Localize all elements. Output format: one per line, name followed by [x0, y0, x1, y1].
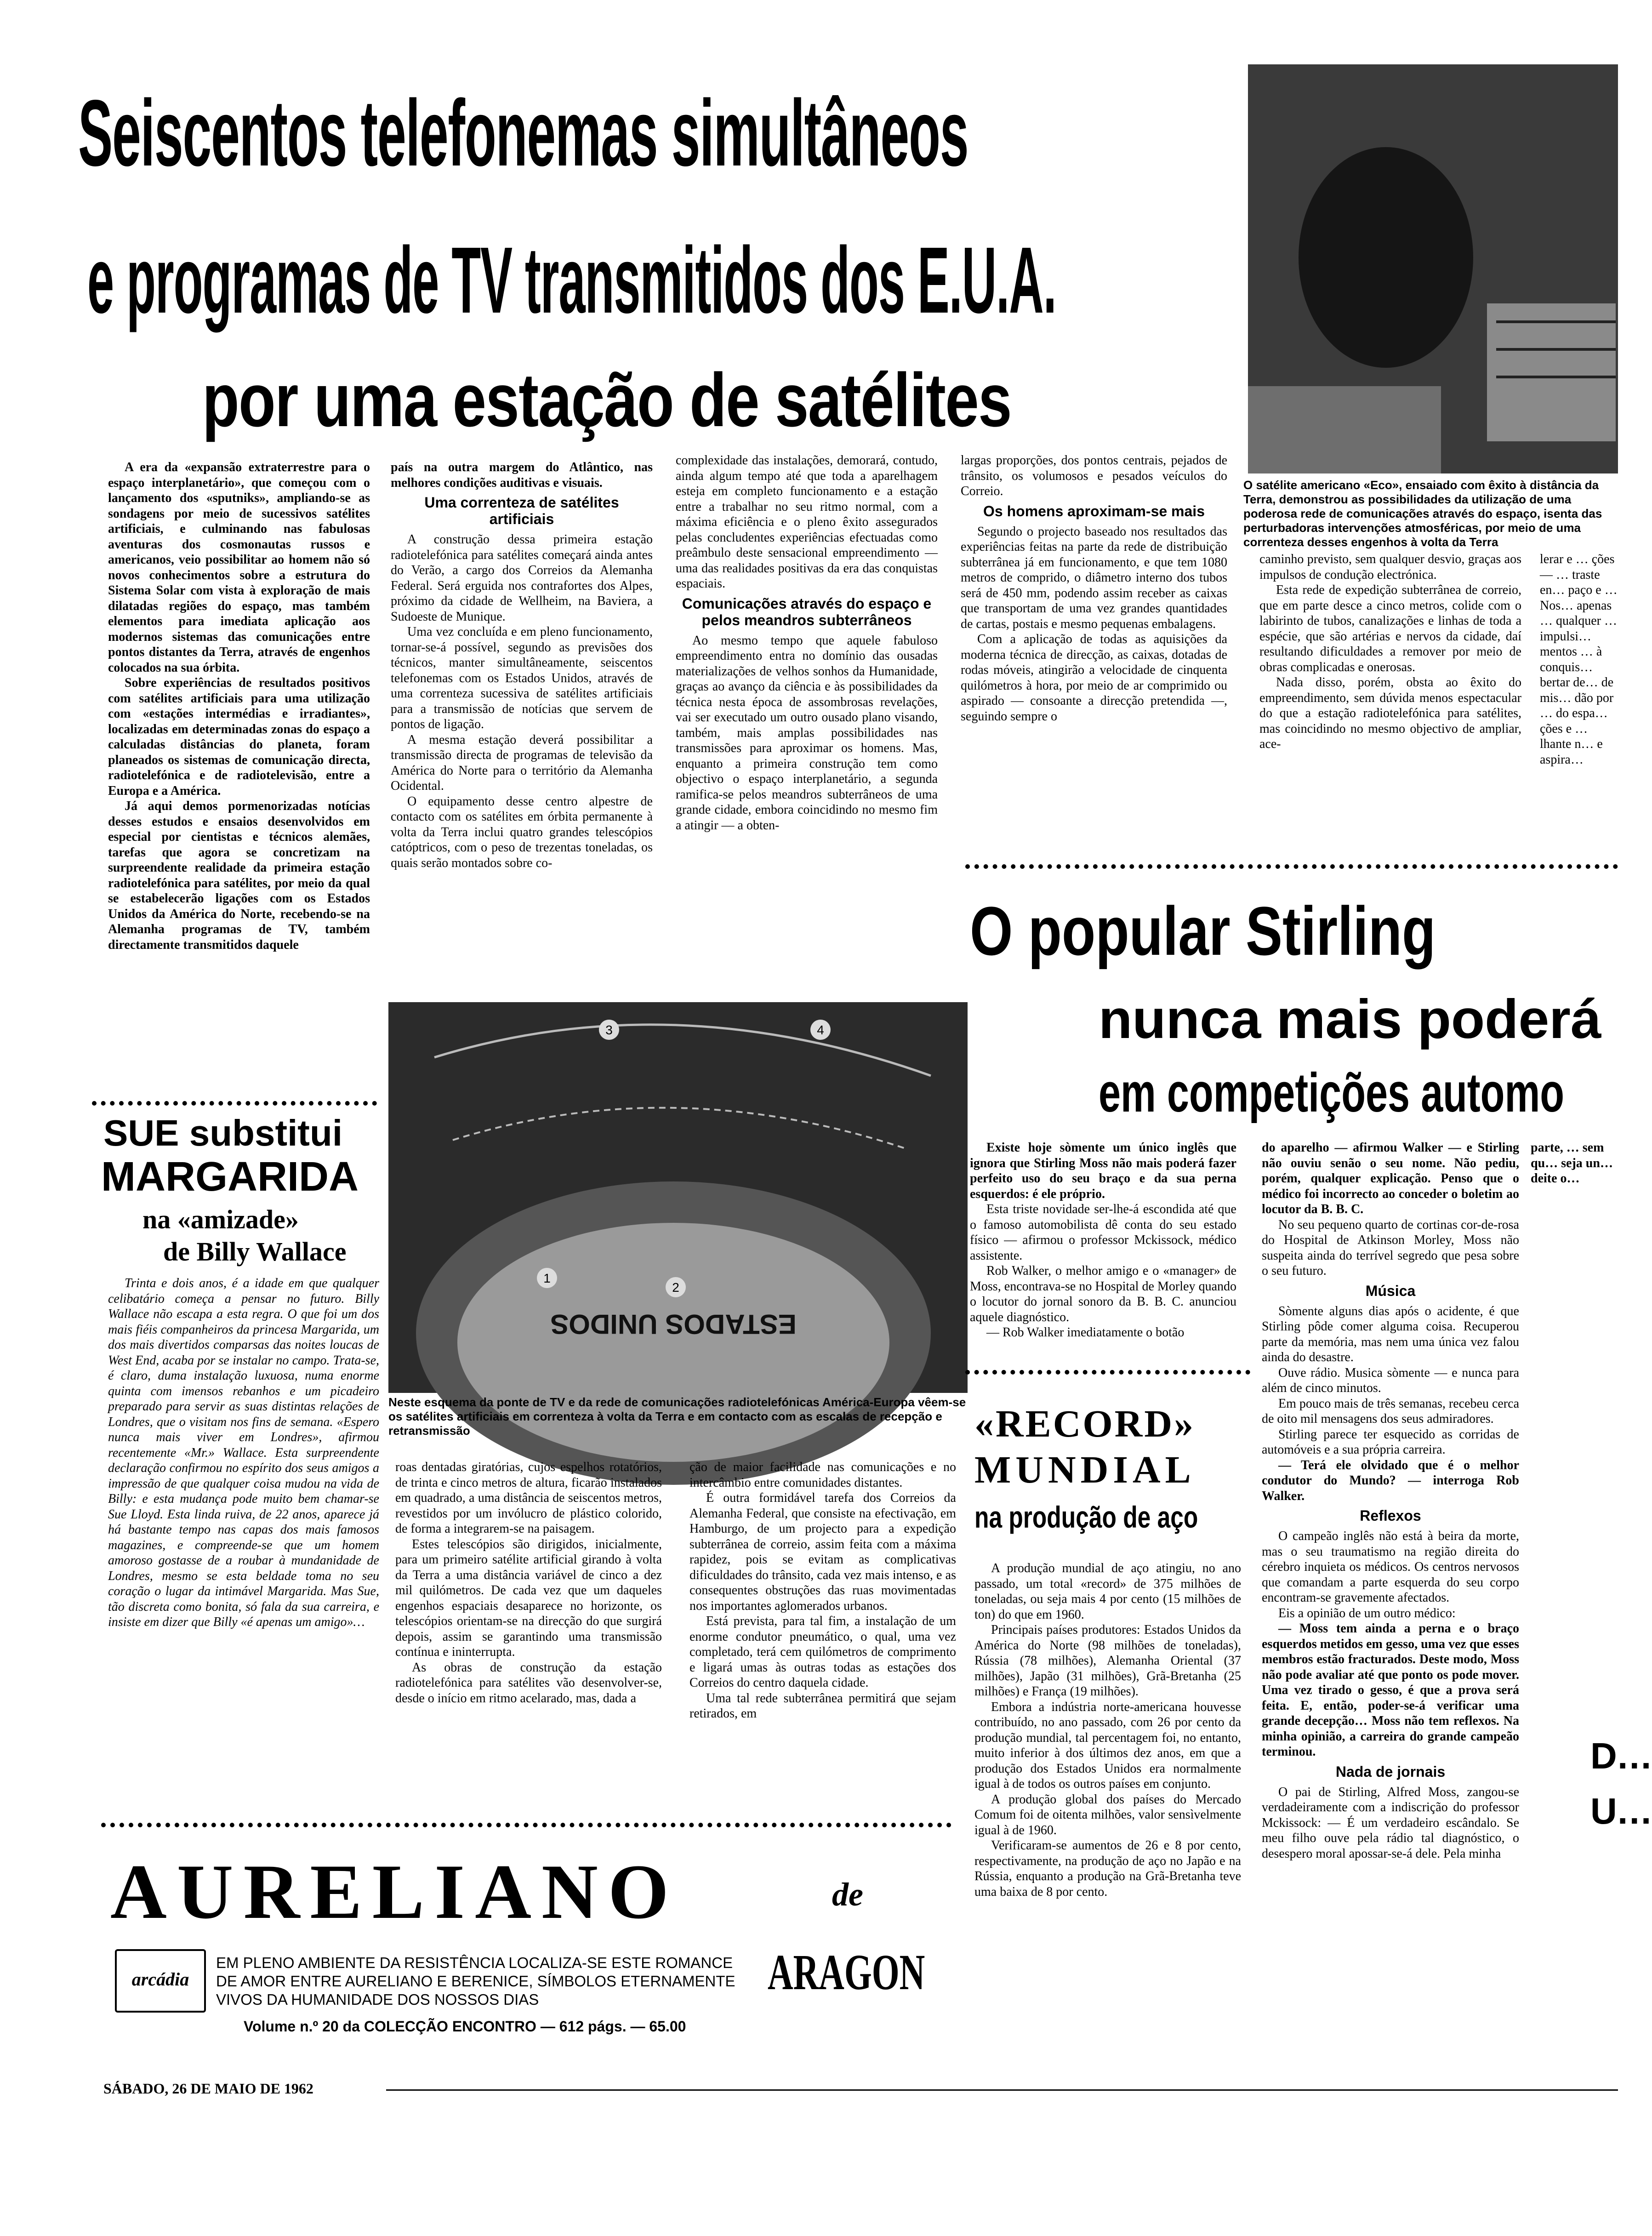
ad-description: EM PLENO AMBIENTE DA RESISTÊNCIA LOCALIZA-SE ESTE ROMANCE DE AMOR ENTRE AURELIANO E BERENICE, SÍMBOLOS ETERNAMENTE VIVOS DA HUMANIDADE DOS NOSSOS DIAS — [216, 1954, 735, 2008]
headline-line-1: Seiscentos telefonemas simultâneos — [78, 80, 968, 186]
stirling-headline-1: O popular Stirling — [970, 892, 1436, 970]
subheading: Os homens aproximam-se mais — [983, 502, 1205, 519]
paragraph: Já aqui demos pormenorizadas notícias desses estudos e ensaios desenvolvidos em especial por cientistas e técnicos alemães, tarefas que agora se concretizam na surpreendente realidade da primeira estação radiotelefónica para satélites, por meio da qual se estabelecerão ligações com os Estados Unidos da América do Norte, recebendo-se na Alemanha programas de TV, também directamente transmitidos daquele — [108, 799, 370, 952]
paragraph: A produção mundial de aço atingiu, no ano passado, um total «record» de 375 milhões de toneladas, ou seja mais 4 por cento (15 milhões de ton) do que em 1960. — [974, 1561, 1241, 1622]
record-body — [974, 1561, 1241, 2053]
paragraph: Embora a indústria norte-americana houvesse contribuído, no ano passado, com 26 por cento da produção mundial, tal percentagem foi, no entanto, muito inferior à dos últimos dez anos, em que a produção dos Estados Unidos era normalmente igual à de todos os outros países em conjunto. — [974, 1700, 1241, 1791]
stirling-col-3-fragment: parte, … sem qu… seja un… deite o… — [1531, 1141, 1613, 1186]
article-satellite-col-low-3 — [689, 1460, 956, 1809]
dotted-separator — [92, 1101, 377, 1106]
sue-body — [108, 1276, 379, 1804]
ad-aureliano — [106, 1843, 947, 2059]
ad-de: de — [832, 1876, 863, 1913]
paragraph: Eis a opinião de um outro médico: — [1278, 1606, 1456, 1620]
diagram-map-text: ESTADOS UNIDOS — [550, 1309, 797, 1340]
article-satellite-col-1 — [108, 460, 370, 1085]
footer-date: SÁBADO, 26 DE MAIO DE 1962 — [103, 2080, 313, 2097]
photo-echo-satellite — [1248, 64, 1618, 473]
stirling-headline-3: em competições automo — [1099, 1062, 1565, 1124]
paragraph: ção de maior facilidade nas comunicações e no intercâmbio entre comunidades distantes. — [689, 1460, 956, 1490]
arcadia-logo-text: arcádia — [131, 1969, 189, 1990]
paragraph: As obras de construção da estação radiotelefónica para satélites vão desenvolver-se, desde o início em ritmo acelarado, mas, dada a — [395, 1660, 662, 1706]
far-right-fragment: D… U… — [1590, 1735, 1652, 1831]
paragraph: Esta rede de expedição subterrânea de correio, que em parte desce a cinco metros, colide com o labirinto de tubos, canalizações e linhas de toda a espécie, que são artérias e nervos da cidade, daí resultando dificuldades a remover por meio de obras complicadas e onerosas. — [1259, 583, 1521, 674]
article-satellite-col-6-fragment: lerar e … ções — … traste en… paço e … Nos… apenas … qualquer … impulsi… mentos … à conquis… bertar de… de mis… dão por … do espa… ções e … lhante n… e aspira… — [1540, 552, 1618, 767]
subheading: Uma correnteza de satélites artificiais — [424, 494, 619, 527]
dotted-separator — [101, 1823, 951, 1827]
record-headline-1: «RECORD» — [974, 1403, 1196, 1445]
record-headline-3: na produção de aço — [974, 1500, 1198, 1534]
paragraph: Principais países produtores: Estados Unidos da América do Norte (98 milhões de toneladas), Rússia (78 milhões), Alemanha Oriental (37 milhões), Japão (31 milhões), Grã-Bretanha (25 milhões) e França (19 milhões). — [974, 1623, 1241, 1699]
paragraph: Estes telescópios são dirigidos, inicialmente, para um primeiro satélite artificial girando à volta da Terra a uma distância variável de cinco a dez mil quilómetros. De cada vez que um daqueles engenhos espaciais desaparece no horizonte, os telescópios orientam-se na direcção do que surgirá depois, assim se garantindo uma transmissão contínua e ininterrupta. — [395, 1537, 662, 1659]
paragraph: A produção global dos países do Mercado Comum foi de oitenta milhões, valor sensìvelmente igual à de 1960. — [974, 1792, 1241, 1837]
paragraph: Trinta e dois anos, é a idade em que qualquer celibatário começa a pensar no futuro. Billy Wallace não escapa a esta regra. O que foi um dos mais fiéis companheiros da princesa Margarida, um dos mais divertidos comparsas das noites loucas de West End, acaba por se instalar no campo. Trata-se, é claro, duma instalação luxuosa, numa enorme quinta com imensos rebanhos e um picadeiro preparado para servir as suas distintas relações de Londres, que o visitam nos fins de semana. «Espero nunca mais viver em Londres», afirmou recentemente «Mr.» Wallace. Esta surpreendente declaração confirmou no espírito dos seus amigos a impressão de que qualquer coisa mudou na vida de Billy: e esta mudança pode muito bem chamar-se Sue Lloyd. Esta linda ruiva, de 22 anos, aparece já há bastante tempo nas capas dos mais famosos magazines, e compreende-se que um homem amoroso gostasse de a roubar à mundanidade de Londres, mesmo se esta beldade toma no seu coração o lugar da intimável Margarida. Mas Sue, tão discreta como bonita, só fala da sua carreira, e insiste em dizer que Billy «é apenas um amigo»… — [108, 1276, 379, 1629]
subheading: Comunicações através do espaço e pelos meandros subterrâneos — [682, 595, 932, 628]
paragraph: roas dentadas giratórias, cujos espelhos rotatórios, de trinta e cinco metros de altura, ficarão instalados em quadrado, a uma distância de seiscentos metros, revestidos por um invólucro de plástico colorido, de forma a integrarem-se na paisagem. — [395, 1460, 662, 1536]
dotted-separator — [965, 864, 1618, 869]
ad-aragon: ARAGON — [768, 1944, 925, 2000]
paragraph: largas proporções, dos pontos centrais, pejados de trânsito, os volumosos e pesados veículos do Correio. — [961, 453, 1227, 498]
paragraph: complexidade das instalações, demorará, contudo, ainda algum tempo até que toda a aparelhagem esteja em completo funcionamento e a estação entre a trabalhar no seu ritmo normal, com a máxima eficiência e o pleno êxito assegurados pelas concludentes experiências efectuadas como preâmbulo deste sensacional empreendimento — uma das realidades positivas da era das conquistas espaciais. — [676, 453, 938, 591]
ad-logo — [115, 1949, 206, 2013]
diagram-label: 2 — [672, 1280, 679, 1295]
article-satellite-col-low-2 — [395, 1460, 662, 1809]
subheading-jornais: Nada de jornais — [1335, 1763, 1446, 1780]
sue-headline-4: de Billy Wallace — [163, 1237, 347, 1266]
paragraph: do aparelho — afirmou Walker — e Stirling não ouviu senão o seu nome. Não pediu, porém, qualquer explicação. Penso que o médico foi incorrecto ao conceder o boletim ao locutor da B. B. C. — [1262, 1141, 1519, 1216]
stirling-headline-2: nunca mais poderá — [1099, 988, 1601, 1050]
paragraph: — Rob Walker imediatamente o botão — [986, 1325, 1185, 1340]
paragraph: A mesma estação deverá possibilitar a transmissão directa de programas de televisão da América do Norte para o território da Alemanha Ocidental. — [391, 732, 653, 793]
ad-title: AURELIANO — [110, 1848, 679, 1935]
paragraph: Uma vez concluída e em pleno funcionamento, tornar-se-á possível, segundo as previsões dos técnicos, manter simultâneamente, seiscentos telefonemas com os Estados Unidos, através de uma correnteza sucessiva de satélites artificiais para a transmissão de notícias que servem de pontos de ligação. — [391, 625, 653, 731]
paragraph: A construção dessa primeira estação radiotelefónica para satélites começará ainda antes do Verão, a cargo dos Correios da Alemanha Federal. Será erguida nos contrafortes dos Alpes, próximo da cidade de Wellheim, na Baviera, a Sudoeste de Munique. — [391, 532, 653, 624]
photo-tv-bridge-diagram — [388, 1002, 968, 1393]
paragraph: Em pouco mais de três semanas, recebeu cerca de oito mil mensagens dos seus admiradores. — [1262, 1396, 1519, 1426]
paragraph: — Terá ele olvidado que é o melhor condutor do Mundo? — interroga Rob Walker. — [1262, 1458, 1519, 1503]
paragraph: Ao mesmo tempo que aquele fabuloso empreendimento entra no domínio das ousadas materializações de velhos sonhos da Humanidade, graças ao avanço da ciência e às possibilidades da técnica nesta época de assombrosas revelações, vai ser executado um outro ousado plano visando, também, mais amplas possibilidades nas transmissões para aproximar os homens. Mas, enquanto a primeira construção tem como objectivo o espaço interplanetário, a segunda ramifica-se pelos meandros subterrâneos de uma grande cidade, embora coincidindo no mesmo fim a atingir — a obten- — [676, 633, 938, 833]
paragraph: No seu pequeno quarto de cortinas cor-de-rosa do Hospital de Atkinson Morley, Moss não suspeita ainda do terrível segredo que pesa sobre o seu futuro. — [1262, 1217, 1519, 1278]
diagram-label: 1 — [543, 1271, 551, 1285]
paragraph: Com a aplicação de todas as aquisições da moderna técnica de direcção, as caixas, dotadas de rodas móveis, atingirão a velocidade de cinquenta quilómetros à hora, por meio de ar comprimido ou aspirado — consoante a direcção pretendida —, seguindo sempre o — [961, 632, 1227, 724]
paragraph: país na outra margem do Atlântico, nas melhores condições auditivas e visuais. — [391, 460, 653, 490]
photo-echo-caption: O satélite americano «Eco», ensaiado com êxito à distância da Terra, demonstrou as possibilidades da utilização de uma poderosa rede de comunicações através do espaço, isenta das perturbadoras intervenções atmosféricas, por meio de uma correnteza desses engenhos à volta da Terra — [1243, 478, 1602, 549]
diagram-label: 4 — [817, 1023, 824, 1037]
headline-line-2: e programas de TV transmitidos dos E.U.A. — [87, 228, 1056, 333]
paragraph: Segundo o projecto baseado nos resultados das experiências feitas na parte da rede de distribuição subterrânea já em funcionamento, e que tem 1080 metros de comprido, o diâmetro interno dos tubos será de 450 mm, podendo assim receber as caixas que transportam de uma vez grandes quantidades de cartas, postais e mesmo pequenas embalagens. — [961, 524, 1227, 631]
paragraph: caminho previsto, sem qualquer desvio, graças aos impulsos de condução electrónica. — [1259, 552, 1521, 582]
paragraph: O campeão inglês não está à beira da morte, mas o seu traumatismo na região direita do cérebro inquieta os médicos. Os centros nervosos que comandam a parte esquerda do seu corpo encontram-se gravemente afectados. — [1262, 1529, 1519, 1605]
paragraph: Nada disso, porém, obsta ao êxito do empreendimento, sem dúvida menos espectacular do que a estação radiotelefónica para satélites, mas coincidindo no mesmo objectivo de ampliar, ace- — [1259, 675, 1521, 751]
subheading-reflexos: Reflexos — [1360, 1507, 1421, 1524]
sue-headline-1: SUE substitui — [103, 1112, 343, 1153]
paragraph: Sòmente alguns dias após o acidente, é que Stirling pôde comer alguma coisa. Recuperou parte da memória, mas nem uma única vez falou ainda do desastre. — [1262, 1304, 1519, 1364]
echo-satellite-image — [1248, 64, 1618, 473]
paragraph: — Moss tem ainda a perna e o braço esquerdos metidos em gesso, uma vez que esses membros estão fracturados. Deste modo, Moss não pode avaliar até que ponto os pode mover. Uma vez tirado o gesso, é que a prova será feita. E, então, poder-se-á verificar uma grande decepção… Moss não tem reflexos. Na minha opinião, a carreira do grande campeão terminou. — [1262, 1621, 1519, 1759]
sue-headline-3: na «amizade» — [142, 1204, 299, 1234]
paragraph: Esta triste novidade ser-lhe-á escondida até que o famoso automobilista dê conta do seu estado físico — afirmou o professor Mckissock, médico assistente. — [970, 1202, 1236, 1263]
paragraph: Está prevista, para tal fim, a instalação de um enorme condutor pneumático, o qual, uma vez completado, terá cem quilómetros de comprimento e ligará umas às outras todas as estações dos Correios do centro daquela cidade. — [689, 1614, 956, 1690]
dotted-separator — [965, 1370, 1250, 1375]
article-satellite-col-5 — [1259, 552, 1521, 855]
paragraph: É outra formidável tarefa dos Correios da Alemanha Federal, que consiste na efectivação, em Hamburgo, de um projecto para a expedição subterrânea de correio, assim feita com a máxima rapidez, pois se evitam as complicativas dificuldades do trânsito, cada vez mais intenso, e as consequentes obstruções das ruas movimentadas nos importantes aglomerados urbanos. — [689, 1491, 956, 1613]
photo-diagram-caption: Neste esquema da ponte de TV e da rede de comunicações radiotelefónicas América-Europa vêem-se os satélites artificiais em correnteza à volta da Terra e em contacto com as escalas de recepção e retransmissão — [388, 1395, 966, 1437]
footer-rule — [386, 2089, 1618, 2091]
diagram-label: 3 — [605, 1023, 613, 1037]
paragraph: O equipamento desse centro alpestre de contacto com os satélites em órbita permanente à volta da Terra inclui quatro grandes telescópios catóptricos, com o peso de trezentas toneladas, os quais serão montados sobre co- — [391, 794, 653, 870]
headline-line-3: por uma estação de satélites — [202, 358, 1011, 442]
paragraph: Ouve rádio. Musica sòmente — e nunca para além de cinco minutos. — [1262, 1365, 1519, 1395]
ad-volume: Volume n.º 20 da COLECÇÃO ENCONTRO — 612 págs. — 65.00 — [244, 2018, 686, 2035]
tv-bridge-diagram-image — [388, 1002, 968, 1393]
paragraph: A era da «expansão extraterrestre para o espaço interplanetário», que começou com o lançamento dos «sputniks», ampliando-se as sondagens por meio de sucessivos satélites artificiais, e culminando nas fabulosas aventuras dos cosmonautas russos e americanos, veio possibilitar ao homem não só novos conhecimentos sobre a estrutura do Sistema Solar com vista à exploração de mais dilatadas regiões do espaço, mas também elementos para imediata aplicação aos modernos sistemas das comunicações entre pontos distantes da Terra, através de engenhos colocados na sua órbita. — [108, 460, 370, 675]
paragraph: Existe hoje sòmente um único inglês que ignora que Stirling Moss não mais poderá fazer perfeito uso do seu braço e da sua perna esquerdos: é ele próprio. — [970, 1141, 1236, 1201]
paragraph: Rob Walker, o melhor amigo e o «manager» de Moss, encontrava-se no Hospital de Morley quando o locutor do jornal sonoro da B. B. C. anunciou aquele diagnóstico. — [970, 1264, 1236, 1324]
article-satellite-col-3 — [676, 453, 938, 993]
subheading-musica: Música — [1365, 1282, 1416, 1299]
stirling-col-2 — [1262, 1140, 1519, 2041]
stirling-col-1 — [970, 1140, 1236, 1361]
paragraph: O pai de Stirling, Alfred Moss, zangou-se verdadeiramente com a indiscrição do professor Mckissock: — É um verdadeiro escândalo. Se meu filho ouve pela rádio tal diagnóstico, o desespero moral apossar-se-á dele. Pela minha — [1262, 1785, 1519, 1861]
paragraph: Uma tal rede subterrânea permitirá que sejam retirados, em — [689, 1691, 956, 1721]
paragraph: Sobre experiências de resultados positivos com satélites artificiais para uma utilização com «estações intermédias e irradiantes», localizadas em determinadas zonas do espaço a calculadas distâncias do planeta, foram planeados os sistemas de comunicação directa, radiotelefónica e de radiotelevisão, entre a Europa e a América. — [108, 676, 370, 798]
record-headline-2: MUNDIAL — [974, 1449, 1196, 1491]
sue-headline-2: MARGARIDA — [101, 1154, 359, 1200]
article-satellite-col-4 — [961, 453, 1227, 853]
paragraph: Verificaram-se aumentos de 26 e 8 por cento, respectivamente, na produção de aço no Japão e na Rússia, enquanto a produção na Grã-Bretanha teve uma baixa de 8 por cento. — [974, 1838, 1241, 1899]
article-satellite-col-2 — [391, 460, 653, 993]
paragraph: Stirling parece ter esquecido as corridas de automóveis e a sua própria carreira. — [1262, 1427, 1519, 1457]
